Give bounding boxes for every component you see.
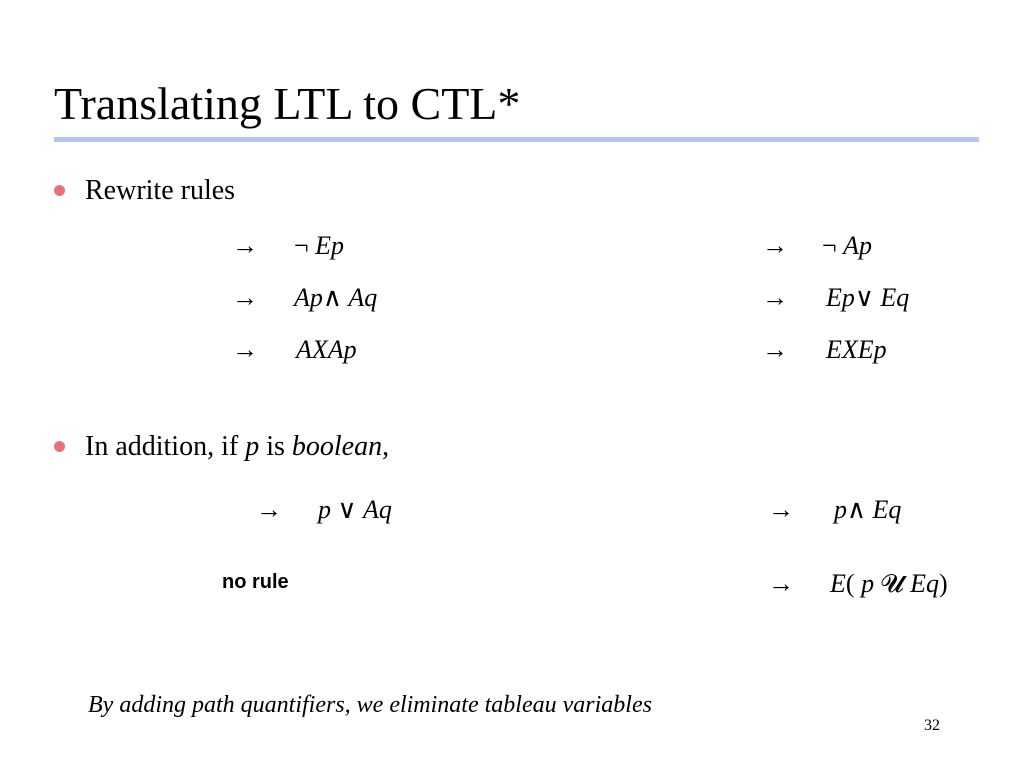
bullet-text: In addition, if p is boolean,	[85, 431, 390, 462]
title-underline	[54, 137, 979, 142]
formula-rhs: E( p 𝓤 Eq)	[830, 569, 948, 598]
formula-rhs: EXEp	[826, 335, 887, 364]
bullet-boolean	[54, 430, 389, 464]
arrow-icon: →	[768, 569, 794, 598]
bullet-dot-icon	[54, 185, 65, 196]
no-rule-label: no rule	[222, 571, 289, 593]
formula-rhs: ¬ Ap	[822, 231, 873, 260]
slide-title: Translating LTL to CTL*	[54, 78, 521, 129]
formula-rhs: p∧ Eq	[834, 495, 902, 524]
arrow-icon: →	[232, 335, 258, 364]
formula-rhs: ¬ Ep	[294, 231, 345, 260]
formula-rhs: AXAp	[296, 335, 357, 364]
arrow-icon: →	[762, 231, 788, 260]
page-number: 32	[924, 717, 940, 734]
formula-rhs: Ep∨ Eq	[826, 283, 910, 312]
formula-rhs: p ∨ Aq	[318, 495, 392, 524]
arrow-icon: →	[232, 283, 258, 312]
formula-rhs: Ap∧ Aq	[294, 283, 378, 312]
bullet-text: Rewrite rules	[85, 175, 236, 206]
slide-caption: By adding path quantifiers, we eliminate tableau variables	[88, 692, 652, 718]
arrow-icon: →	[256, 495, 282, 524]
arrow-icon: →	[762, 335, 788, 364]
arrow-icon: →	[232, 231, 258, 260]
arrow-icon: →	[768, 495, 794, 524]
arrow-icon: →	[762, 283, 788, 312]
bullet-rewrite-rules	[54, 174, 235, 208]
bullet-dot-icon	[54, 441, 65, 452]
